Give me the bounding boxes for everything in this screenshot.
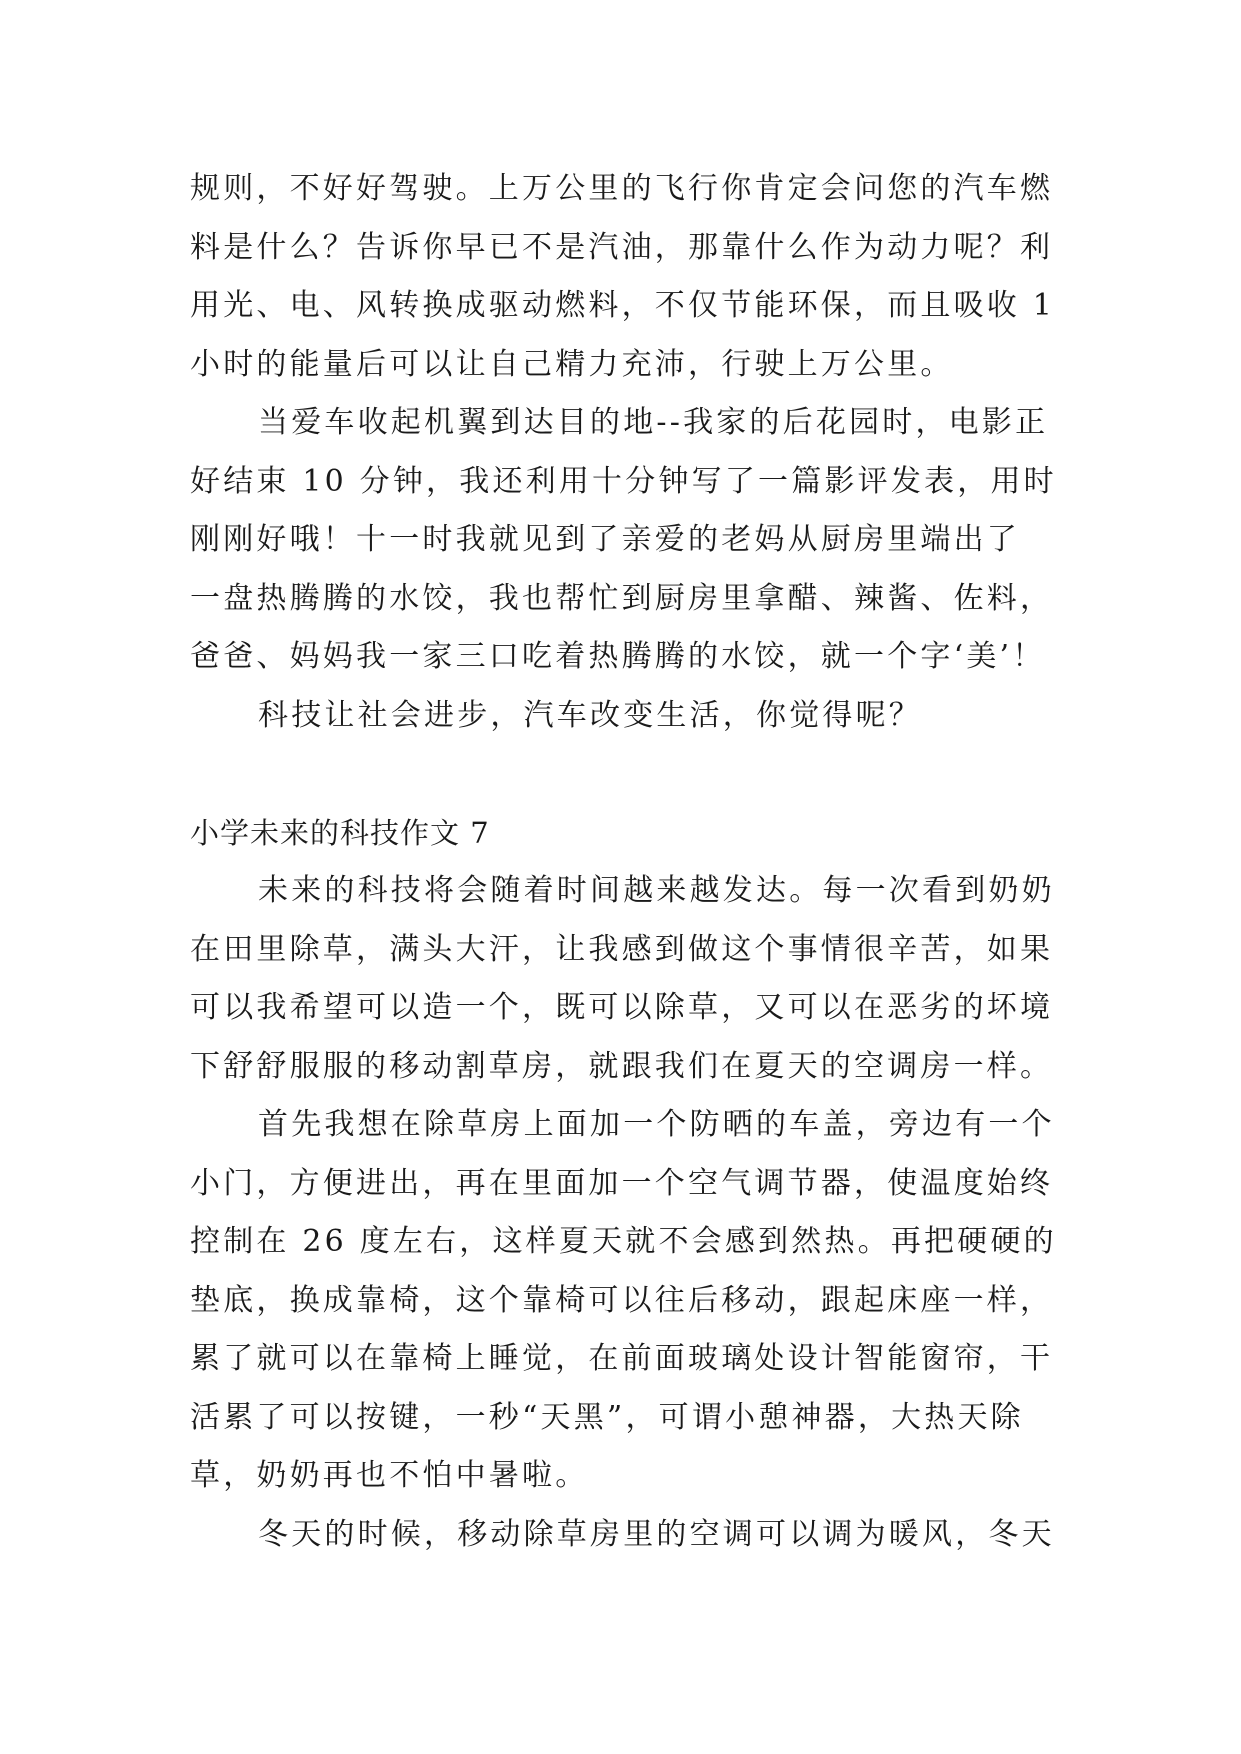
- text-line: 刚刚好哦！十一时我就见到了亲爱的老妈从厨房里端出了: [190, 522, 1020, 557]
- text-line: 可以我希望可以造一个，既可以除草，又可以在恶劣的坏境: [190, 990, 1054, 1025]
- paragraph: [190, 862, 1060, 1096]
- paragraph: [190, 1506, 1060, 1565]
- text-line: 在田里除草，满头大汗，让我感到做这个事情很辛苦，如果: [190, 931, 1054, 967]
- text-line: 首先我想在除草房上面加一个防晒的车盖，旁边有一个: [258, 1107, 1055, 1142]
- text-line: 累了就可以在靠椅上睡觉，在前面玻璃处设计智能窗帘，干: [190, 1341, 1054, 1376]
- paragraph: [190, 1096, 1060, 1506]
- paragraph: [190, 394, 1060, 687]
- text-line: 好结束 10 分钟，我还利用十分钟写了一篇影评发表，用时: [190, 463, 1057, 499]
- text-line: 当爱车收起机翼到达目的地--我家的后花园时，电影正: [258, 405, 1049, 440]
- essay-title: 小学未来的科技作文 7: [190, 815, 490, 850]
- section-spacer: [190, 745, 1060, 804]
- text-line: 活累了可以按键，一秒“天黑”，可谓小憩神器，大热天除: [190, 1399, 1024, 1435]
- text-line: 冬天的时候，移动除草房里的空调可以调为暖风，冬天: [258, 1516, 1055, 1552]
- paragraph: [190, 160, 1060, 394]
- text-line: 小门，方便进出，再在里面加一个空气调节器，使温度始终: [190, 1165, 1054, 1201]
- text-line: 小时的能量后可以让自己精力充沛，行驶上万公里。: [190, 346, 954, 382]
- text-line: 垫底，换成靠椅，这个靠椅可以往后移动，跟起床座一样，: [190, 1282, 1054, 1318]
- text-line: 控制在 26 度左右，这样夏天就不会感到然热。再把硬硬的: [190, 1224, 1057, 1259]
- text-line: 未来的科技将会随着时间越来越发达。每一次看到奶奶: [258, 873, 1055, 908]
- text-line: 料是什么？告诉你早已不是汽油，那靠什么作为动力呢？利: [190, 229, 1054, 265]
- text-line: 下舒舒服服的移动割草房，就跟我们在夏天的空调房一样。: [190, 1048, 1054, 1084]
- text-line: 科技让社会进步，汽车改变生活，你觉得呢？: [258, 697, 922, 733]
- text-line: 一盘热腾腾的水饺，我也帮忙到厨房里拿醋、辣酱、佐料，: [190, 580, 1054, 616]
- text-line: 用光、电、风转换成驱动燃料，不仅节能环保，而且吸收 1: [190, 288, 1056, 323]
- text-line: 规则，不好好驾驶。上万公里的飞行你肯定会问您的汽车燃: [190, 171, 1054, 206]
- text-line: 草，奶奶再也不怕中暑啦。: [190, 1458, 589, 1493]
- text-line: 爸爸、妈妈我一家三口吃着热腾腾的水饺，就一个字‘美’！: [190, 639, 1046, 674]
- paragraph: [190, 687, 1060, 746]
- document-body: [190, 160, 1060, 1564]
